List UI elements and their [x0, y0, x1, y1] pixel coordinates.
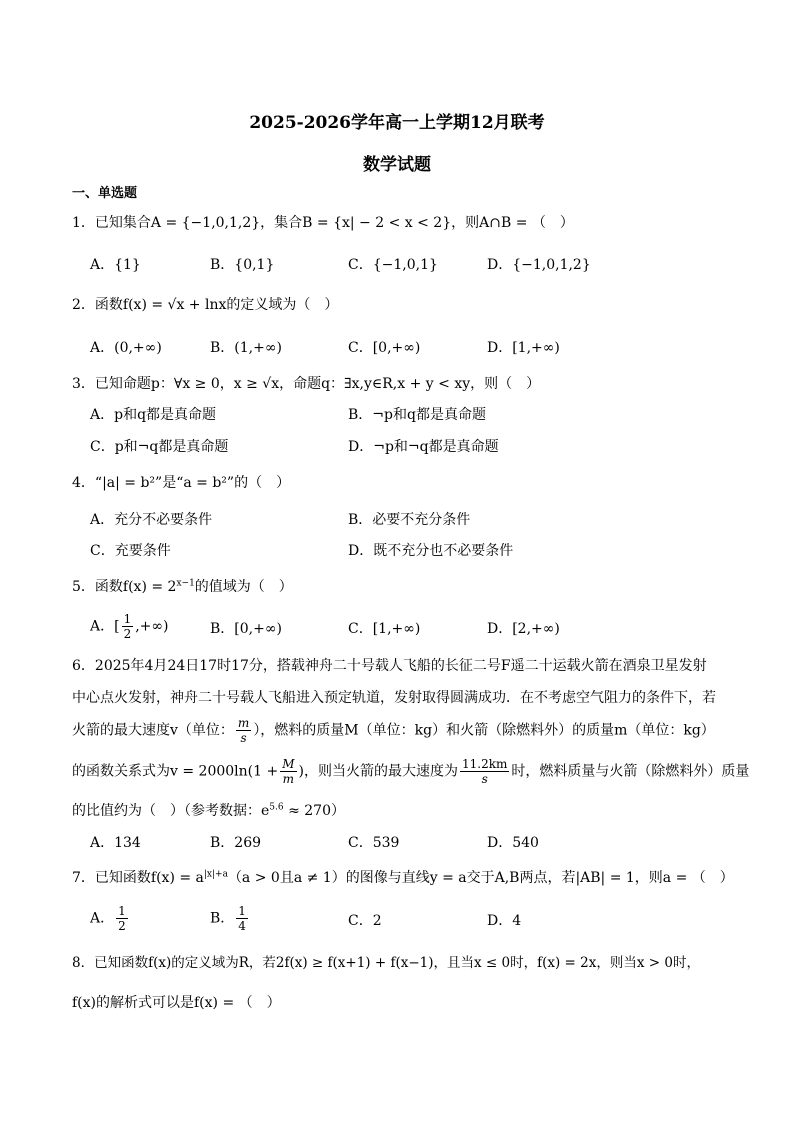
question-4-option-c: C．充要条件	[90, 543, 171, 559]
question-5-option-c: C．[1,+∞)	[348, 621, 421, 637]
question-6-line-4	[72, 757, 749, 786]
fraction	[460, 757, 509, 786]
question-7-option-b	[210, 904, 250, 933]
question-6-line-5-text: 的比值约为（ ）（参考数据：e	[72, 803, 270, 819]
question-6-line-4-c: 时，燃料质量与火箭（除燃料外）质量	[511, 763, 750, 780]
question-4-option-a: A．充分不必要条件	[90, 512, 213, 528]
question-6-line-3	[72, 716, 715, 745]
fraction	[236, 904, 248, 933]
fraction-denominator: s	[481, 772, 488, 786]
question-6-option-a: A．134	[90, 835, 141, 851]
fraction-numerator: 1	[123, 612, 132, 626]
question-5-option-a-suffix: ,+∞)	[135, 618, 169, 635]
question-6-line-5	[72, 800, 345, 820]
question-6-line-4-b: )，则当火箭的最大速度为	[298, 763, 458, 780]
exam-subtitle: 数学试题	[363, 155, 431, 175]
question-7-stem-suffix: （a > 0且a ≠ 1）的图像与直线y = a交于A,B两点，若|AB| = 1，则a = （ ）	[227, 870, 734, 886]
question-3-option-a: A．p和q都是真命题	[90, 407, 217, 423]
question-2-option-a: A．(0,+∞)	[90, 340, 162, 356]
question-4-stem: 4．“|a| = b²”是“a = b²”的（ ）	[72, 475, 291, 491]
question-3-option-c: C．p和¬q都是真命题	[90, 439, 229, 455]
fraction-denominator: m	[282, 772, 295, 786]
question-7-exponent: |x|+a	[203, 869, 228, 880]
question-5-option-d: D．[2,+∞)	[487, 621, 560, 637]
question-2-stem: 2．函数f(x) = √x + lnx的定义域为（ ）	[72, 297, 339, 313]
question-8-line-1: 8．已知函数f(x)的定义域为R，若2f(x) ≥ f(x+1) + f(x−1)，且当x ≤ 0时，f(x) = 2x，则当x > 0时，	[72, 955, 700, 971]
question-1-option-b: B．{0,1}	[210, 257, 275, 273]
question-2-option-b: B．(1,+∞)	[210, 340, 282, 356]
question-6-option-d: D．540	[487, 835, 539, 851]
question-5-option-a-prefix: A．[	[90, 618, 120, 635]
question-1-option-a: A．{1}	[90, 257, 141, 273]
fraction	[236, 716, 251, 745]
question-7-option-c: C．2	[348, 913, 382, 929]
fraction-numerator: 11.2km	[461, 757, 508, 771]
question-5-option-b: B．[0,+∞)	[210, 621, 282, 637]
question-1-option-d: D．{−1,0,1,2}	[487, 257, 591, 273]
fraction-denominator: 4	[238, 919, 246, 933]
question-6-line-1: 6．2025年4月24日17时17分，搭载神舟二十号载人飞船的长征二号F遥二十运载火箭在酒泉卫星发射	[72, 658, 707, 674]
fraction-numerator: 1	[118, 904, 126, 918]
fraction-denominator: 2	[118, 919, 126, 933]
question-8-line-2: f(x)的解析式可以是f(x) = （ ）	[72, 995, 281, 1011]
question-4-option-d: D．既不充分也不必要条件	[348, 543, 514, 559]
fraction-numerator: m	[237, 716, 250, 730]
question-3-option-d: D．¬p和¬q都是真命题	[348, 439, 499, 455]
question-6-option-b: B．269	[210, 835, 262, 851]
question-6-line-2: 中心点火发射，神舟二十号载人飞船进入预定轨道，发射取得圆满成功．在不考虑空气阻力的条件下，若	[72, 690, 716, 706]
fraction	[116, 904, 128, 933]
question-7-option-d: D．4	[487, 913, 522, 929]
section-heading: 一、单选题	[72, 186, 138, 201]
question-7-option-b-prefix: B．	[210, 910, 235, 927]
question-2-option-d: D．[1,+∞)	[487, 340, 560, 356]
question-4-option-b: B．必要不充分条件	[348, 512, 471, 528]
question-6-line-3-b: ），燃料的质量M（单位：kg）和火箭（除燃料外）的质量m（单位：kg）	[253, 722, 715, 739]
question-6-line-3-a: 火箭的最大速度v（单位：	[72, 722, 234, 739]
question-5-stem	[72, 576, 293, 596]
exam-title: 2025-2026学年高一上学期12月联考	[249, 113, 545, 133]
question-7-stem-prefix: 7．已知函数f(x) = a	[72, 870, 204, 886]
fraction	[280, 757, 296, 786]
question-6-line-4-a: 的函数关系式为v = 2000ln(1 +	[72, 763, 279, 780]
question-7-option-a-prefix: A．	[90, 910, 115, 927]
question-6-exponent: 5.6	[269, 802, 284, 813]
fraction	[122, 612, 134, 641]
question-2-option-c: C．[0,+∞)	[348, 340, 421, 356]
question-6-option-c: C．539	[348, 835, 400, 851]
question-6-line-5-end: ≈ 270）	[283, 803, 345, 819]
question-5-stem-prefix: 5．函数f(x) = 2	[72, 579, 177, 595]
question-3-stem: 3．已知命题p：∀x ≥ 0，x ≥ √x，命题q：∃x,y∈R,x + y < xy，则（ ）	[72, 376, 541, 392]
question-3-option-b: B．¬p和q都是真命题	[348, 407, 486, 423]
question-7-option-a	[90, 904, 130, 933]
fraction-numerator: M	[282, 757, 295, 771]
question-1-stem: 1．已知集合A = {−1,0,1,2}，集合B = {x| − 2 < x < 2}，则A∩B = （ ）	[72, 215, 574, 231]
fraction-numerator: 1	[238, 904, 246, 918]
fraction-denominator: 2	[123, 627, 132, 641]
question-5-exponent: x−1	[176, 578, 195, 589]
question-5-stem-suffix: 的值域为（ ）	[194, 579, 293, 595]
question-1-option-c: C．{−1,0,1}	[348, 257, 438, 273]
question-7-stem	[72, 867, 734, 887]
question-5-option-a	[90, 612, 169, 641]
fraction-denominator: s	[240, 731, 247, 745]
